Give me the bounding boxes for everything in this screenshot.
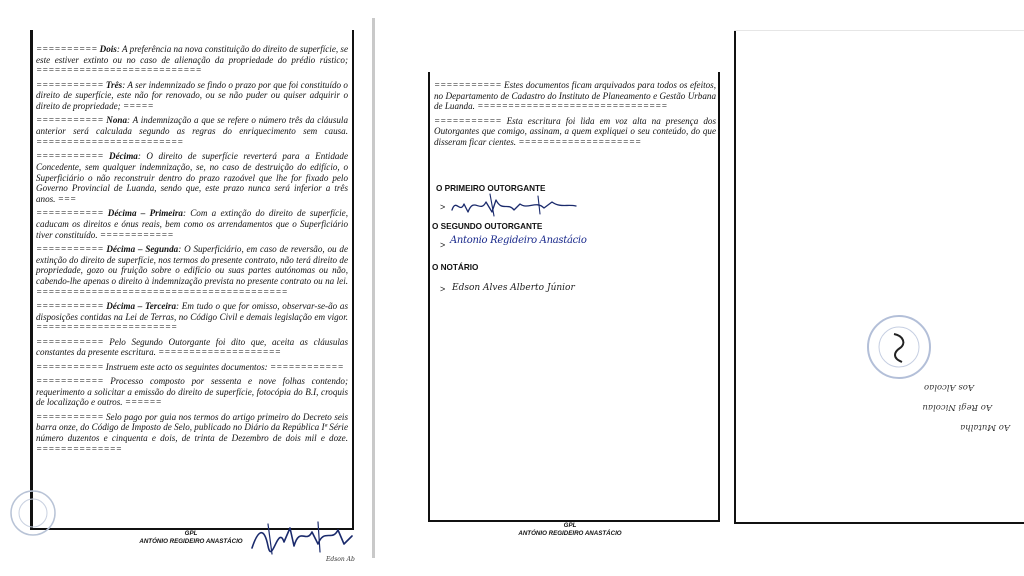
sign-marker: >: [440, 240, 446, 250]
clause-number: Décima – Primeira: [107, 208, 183, 219]
clause-paragraph: [36, 151, 348, 205]
clause-number: Três: [105, 79, 123, 90]
clause-paragraph: [36, 337, 348, 358]
paragraph-lead: ===========: [36, 115, 107, 126]
paragraph-lead: ===========: [434, 80, 505, 90]
segundo-signature: Antonio Regideiro Anastácio: [450, 235, 587, 246]
footer-gpl: GPL: [563, 522, 577, 529]
left-margin-rule: [428, 72, 430, 522]
clause-text: : O direito de superfície reverterá para a Entidade Concedente, sem qualquer indemnização, se, no caso de destruição do edifício, o Superficiário o não reconstruir dentro do prazo razoável que lhe for fixado pelo Governo Provincial de Luanda, sendo que, este prazo nunca será inferior a três anos. ===: [36, 151, 348, 204]
clause-text: : A ser indemnizado se findo o prazo por que foi constituído o direito de superfície, este não for renovado, ou se não puder ou quiser adquirir o direito de propriedade; =====: [36, 79, 348, 112]
clause-paragraph: [36, 44, 348, 76]
clause-text: Processo composto por sessenta e nove folhas contendo; requerimento a solicitar a emissão do direito de superfície, fotocópia do B.I, croquis de localização e outros. ======: [36, 376, 348, 408]
clauses-text: [36, 44, 348, 458]
clause-number: Nona: [106, 115, 127, 126]
handwritten-note: Ao Mutalha: [960, 422, 1010, 432]
clause-paragraph: [36, 115, 348, 147]
footer-name: ANTÓNIO REGIDEIRO ANASTÁCIO: [518, 529, 622, 537]
segundo-outorgante-label: O SEGUNDO OUTORGANTE: [432, 222, 543, 231]
clause-text: : Em tudo o que for omisso, observar-se-ão as disposições contidas na Lei de Terras, no Código Civil e demais legislação em vigor. =======================: [36, 301, 348, 333]
clause-text: : A indemnização a que se refere o número três da cláusula anterior será calculada segundo as regras do enriquecimento sem causa. ========================: [36, 115, 349, 147]
notario-label: O NOTÁRIO: [432, 263, 479, 272]
page-separator: [372, 18, 375, 558]
paragraph-lead: ===========: [36, 301, 107, 312]
clause-text: : A preferência na nova constituição do direito de superfície, se este estiver extinto ou no caso de alienação da propriedade do prédio rústico; ===========================: [36, 44, 349, 76]
paragraph-lead: ===========: [36, 411, 106, 422]
handwritten-note: Ao Regi Nicolau: [922, 402, 992, 412]
right-margin-rule: [352, 30, 354, 530]
handwritten-note: Aos Alcolao: [924, 382, 974, 392]
paragraph-lead: ===========: [36, 361, 106, 372]
left-margin-rule: [30, 30, 33, 530]
closing-paragraph: [434, 80, 716, 112]
paragraph-text: Esta escritura foi lida em voz alta na presença dos Outorgantes que comigo, assinam, a quem expliquei o seu conteúdo, do que disseram ficar cientes. ====================: [434, 115, 716, 148]
paragraph-lead: ===========: [36, 151, 110, 162]
sign-marker: >: [440, 284, 446, 294]
bottom-scrawl: Edson Ab: [326, 556, 355, 563]
page-top-edge: [734, 30, 1024, 31]
clause-paragraph: [36, 301, 348, 333]
paragraph-lead: ===========: [434, 115, 507, 126]
paragraph-lead: ===========: [36, 243, 107, 254]
middle-document-page: [380, 30, 780, 560]
primeiro-outorgante-label: O PRIMEIRO OUTORGANTE: [436, 184, 546, 193]
clause-number: Décima: [109, 151, 138, 162]
sign-marker: >: [440, 202, 446, 212]
clause-paragraph: [36, 244, 348, 298]
clause-paragraph: [36, 362, 348, 373]
closing-text: [434, 80, 716, 151]
clause-text: Selo pago por guia nos termos do artigo primeiro do Decreto seis barra onze, do Código de Imposto de Selo, publicado no Diário da República Iª Série número duzentos e cinquenta e dois, de trinta de Dezembro de dois mil e doze. ==============: [36, 411, 348, 454]
clause-paragraph: [36, 376, 348, 408]
middle-footer: [500, 522, 640, 537]
clause-number: Décima – Terceira: [106, 301, 177, 312]
clause-paragraph: [36, 80, 348, 112]
page-bottom-rule: [734, 522, 1024, 524]
footer-name: ANTÓNIO REGIDEIRO ANASTÁCIO: [139, 537, 243, 545]
clause-paragraph: [36, 412, 348, 455]
notario-signature: Edson Alves Alberto Júnior: [452, 283, 575, 293]
signature-scribble: [248, 518, 358, 558]
left-footer: [121, 530, 261, 545]
clause-paragraph: [36, 208, 348, 240]
paragraph-lead: ===========: [36, 376, 111, 387]
primeiro-signature: [450, 194, 580, 218]
handwritten-notes: [820, 372, 1010, 432]
paragraph-lead: ===========: [36, 79, 106, 90]
clause-text: Pelo Segundo Outorgante foi dito que, aceita as cláusulas constantes da presente escritura. ====================: [36, 336, 348, 358]
right-document-page: [780, 30, 1024, 560]
closing-paragraph: [434, 116, 716, 148]
clause-text: : O Superficiário, em caso de reversão, ou de extinção do direito de superfície, nos termos do presente contrato, não terá direito de propriedade, gozo ou fruição sobre o edifício ou suas partes autónomas ou não, cabendo-lhe apenas o direito à indemnização prevista no presente contrato ou na lei. =========================================: [36, 243, 349, 297]
clause-text: : Com a extinção do direito de superfície, caducam os direitos e ónus reais, bem como os arrendamentos que o Superficiário tiver constituído. ============: [36, 208, 348, 240]
paragraph-lead: ===========: [36, 208, 108, 219]
clause-number: Dois: [99, 44, 117, 54]
left-document-page: [26, 30, 356, 563]
paragraph-text: Estes documentos ficam arquivados para todos os efeitos, no Departamento de Cadastro do Instituto de Planeamento e Gestão Urbana de Luanda. ===============================: [434, 80, 716, 112]
clause-text: Instruem este acto os seguintes documentos: ============: [105, 361, 344, 372]
paragraph-lead: ==========: [36, 44, 100, 54]
clause-number: Décima – Segunda: [106, 243, 179, 254]
page-edge-rule: [734, 30, 736, 522]
official-stamp: [8, 488, 58, 538]
paragraph-lead: ===========: [36, 336, 110, 347]
right-margin-rule: [718, 72, 720, 522]
footer-gpl: GPL: [184, 530, 198, 537]
